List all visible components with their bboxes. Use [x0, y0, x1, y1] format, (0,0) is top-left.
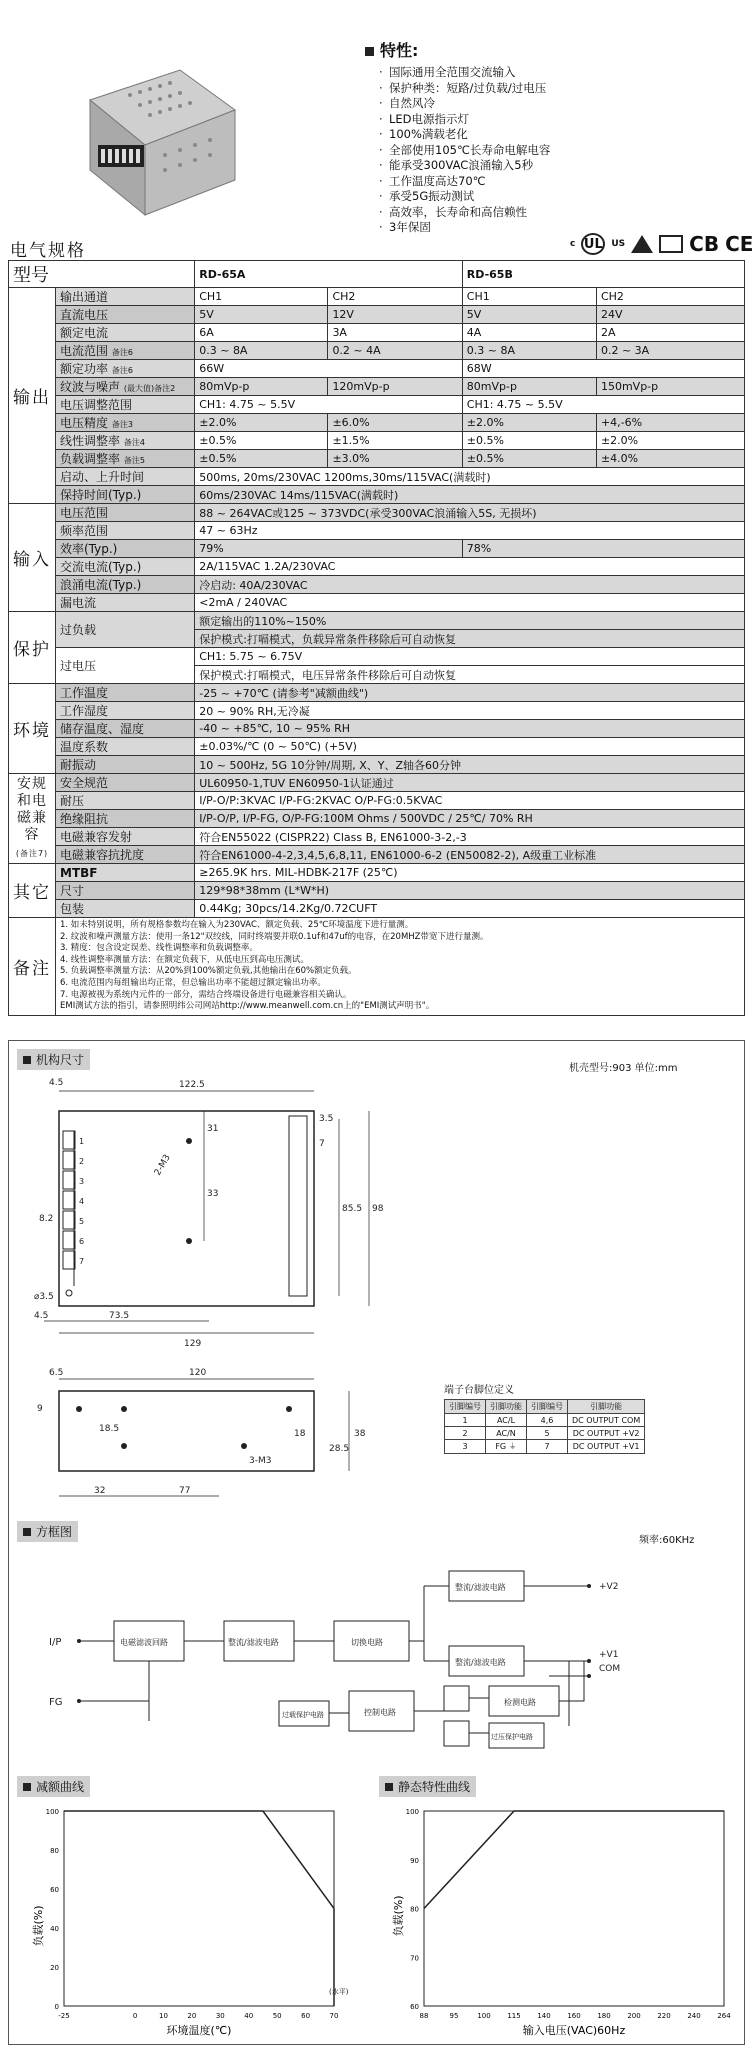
ip-terminal: I/P	[49, 1637, 62, 1648]
cell: 88 ~ 264VAC或125 ~ 373VDC(承受300VAC浪涌输入5S, 无损坏)	[195, 504, 745, 522]
row-label: 频率范围	[56, 522, 195, 540]
y-tick-label: 80	[410, 1905, 419, 1914]
frequency-label: 频率:60KHz	[639, 1535, 695, 1546]
feature-item: · LED电源指示灯	[365, 112, 725, 128]
cell: 12V	[328, 306, 462, 324]
square-bullet-icon	[23, 1528, 31, 1536]
row-label: 电磁兼容发射	[56, 828, 195, 846]
feature-item: · 承受5G振动测试	[365, 189, 725, 205]
static-chart	[384, 1796, 739, 2041]
cell: ±2.0%	[195, 414, 328, 432]
cell: 保护模式:打嗝模式，电压异常条件移除后可自动恢复	[195, 666, 745, 684]
control-block: 控制电路	[364, 1708, 396, 1717]
table-row	[9, 756, 745, 774]
section-title: 电气规格	[10, 241, 86, 261]
cell: ±0.5%	[462, 432, 596, 450]
detect-block: 检测电路	[504, 1698, 536, 1707]
y-tick-label: 80	[50, 1847, 59, 1855]
cell: 4,6	[527, 1414, 568, 1427]
row-label: 安全规范	[56, 774, 195, 792]
x-tick-label: 240	[687, 2012, 701, 2020]
dim-label: 129	[184, 1339, 202, 1349]
row-label: 耐振动	[56, 756, 195, 774]
cell: DC OUTPUT +V2	[568, 1427, 645, 1440]
x-tick-label: 30	[215, 2012, 225, 2020]
svg-text:3: 3	[79, 1177, 85, 1186]
cell: ±4.0%	[596, 450, 744, 468]
notes-cell	[56, 918, 745, 1016]
dim-label: 6.5	[49, 1368, 64, 1378]
note-line: 2. 纹波和噪声测量方法：使用一条12"双绞线，同时终端要并联0.1uf和47uf的电容，在20MHZ带宽下进行量测。	[60, 931, 489, 942]
dim-label: 8.2	[39, 1214, 54, 1224]
feature-item: · 自然风冷	[365, 96, 725, 112]
cell: 79%	[195, 540, 463, 558]
x-tick-label: 70	[329, 2012, 339, 2020]
x-tick-label: 40	[244, 2012, 254, 2020]
model-b: RD-65B	[462, 261, 744, 288]
y-tick-label: 20	[50, 1964, 59, 1972]
cell: 5	[527, 1427, 568, 1440]
dim-label: 9	[37, 1404, 43, 1414]
cell: 冷启动: 40A/230VAC	[195, 576, 745, 594]
dim-label: 4.5	[49, 1078, 64, 1088]
cb-logo: CB	[689, 232, 720, 256]
group-other: 其它	[9, 864, 56, 918]
cell: CH1	[195, 288, 328, 306]
table-row	[9, 684, 745, 702]
drawings-panel	[8, 1040, 745, 2045]
table-row	[9, 864, 745, 882]
note-line: 3. 精度：包含设定误差、线性调整率和负载调整率。	[60, 943, 258, 954]
x-tick-label: 100	[477, 2012, 491, 2020]
table-row	[9, 594, 745, 612]
table-row	[9, 324, 745, 342]
dim-label: 18	[294, 1429, 306, 1439]
square-bullet-icon	[365, 47, 374, 56]
y-axis-label: 负载(%)	[32, 1905, 45, 1947]
row-label: 效率(Typ.)	[56, 540, 195, 558]
dim-label: 2-M3	[152, 1153, 173, 1178]
ul-logo: UL	[581, 233, 605, 255]
v1-terminal: +V1	[599, 1650, 619, 1660]
row-label: 储存温度、湿度	[56, 720, 195, 738]
plot-frame	[64, 1811, 334, 2006]
square-bullet-icon	[23, 1056, 31, 1064]
cell: CH2	[596, 288, 744, 306]
dim-label: 120	[189, 1368, 207, 1378]
row-label: 启动、上升时间	[56, 468, 195, 486]
cell: 80mVp-p	[195, 378, 328, 396]
mech-side-view	[19, 1361, 439, 1511]
terminal-table	[444, 1399, 645, 1454]
feature-item: · 高效率，长寿命和高信赖性	[365, 205, 725, 221]
cell: I/P-O/P:3KVAC I/P-FG:2KVAC O/P-FG:0.5KVAC	[195, 792, 745, 810]
table-row	[445, 1400, 645, 1414]
static-heading: 静态特性曲线	[379, 1776, 476, 1797]
cell: 6A	[195, 324, 328, 342]
cell: ±0.5%	[195, 450, 328, 468]
x-tick-label: 220	[657, 2012, 671, 2020]
x-tick-label: 180	[597, 2012, 611, 2020]
svg-text:6: 6	[79, 1237, 85, 1246]
cell: 4A	[462, 324, 596, 342]
cell: UL60950-1,TUV EN60950-1认证通过	[195, 774, 745, 792]
table-row	[9, 792, 745, 810]
y-tick-label: 100	[405, 1808, 419, 1816]
cell: CH1: 4.75 ~ 5.5V	[462, 396, 744, 414]
v2-terminal: +V2	[599, 1582, 619, 1592]
table-row	[445, 1427, 645, 1440]
plot-frame	[424, 1811, 724, 2006]
y-tick-label: 90	[410, 1856, 419, 1865]
feature-item: · 能承受300VAC浪涌输入5秒	[365, 158, 725, 174]
cell: 0.3 ~ 8A	[195, 342, 328, 360]
cell: 0.3 ~ 8A	[462, 342, 596, 360]
table-row	[9, 558, 745, 576]
table-row	[9, 504, 745, 522]
cell: 0.44Kg; 30pcs/14.2Kg/0.72CUFT	[195, 900, 745, 918]
group-input: 输入	[9, 504, 56, 612]
group-note: 备注	[9, 918, 56, 1016]
row-label: 工作温度	[56, 684, 195, 702]
triangle-cert-icon	[631, 235, 653, 253]
feature-item: · 100%满载老化	[365, 127, 725, 143]
y-tick-label: 70	[410, 1954, 419, 1963]
dim-label: 98	[372, 1204, 384, 1214]
mech-heading: 机构尺寸	[17, 1049, 90, 1070]
row-label: 电流范围 备注6	[56, 342, 195, 360]
fg-terminal: FG	[49, 1697, 63, 1708]
svg-text:1: 1	[79, 1137, 85, 1146]
table-row	[9, 846, 745, 864]
cell: 符合EN61000-4-2,3,4,5,6,8,11, EN61000-6-2 (EN50082-2), A级重工业标准	[195, 846, 745, 864]
cell: 68W	[462, 360, 744, 378]
cell: 引脚功能	[568, 1400, 645, 1414]
us-mark: US	[611, 239, 626, 249]
row-label: 过负载	[56, 612, 195, 648]
cell: AC/L	[486, 1414, 527, 1427]
cell: FG ⏚	[486, 1440, 527, 1454]
cell: -40 ~ +85℃, 10 ~ 95% RH	[195, 720, 745, 738]
row-label: 工作湿度	[56, 702, 195, 720]
table-row	[9, 738, 745, 756]
dim-label: ⌀3.5	[34, 1292, 54, 1302]
y-tick-label: 40	[50, 1925, 59, 1933]
svg-text:4: 4	[79, 1197, 85, 1206]
square-bullet-icon	[23, 1783, 31, 1791]
table-row	[9, 468, 745, 486]
mech-top-view	[19, 1071, 439, 1356]
table-row	[9, 576, 745, 594]
row-label: 浪涌电流(Typ.)	[56, 576, 195, 594]
row-label: 线性调整率 备注4	[56, 432, 195, 450]
cell: -25 ~ +70℃ (请参考"减额曲线")	[195, 684, 745, 702]
row-label: 额定功率 备注6	[56, 360, 195, 378]
model-a: RD-65A	[195, 261, 463, 288]
table-row	[445, 1440, 645, 1454]
y-tick-label: 0	[54, 2003, 59, 2011]
cell: ±0.5%	[195, 432, 328, 450]
certification-logos	[570, 232, 753, 256]
dim-label: 77	[179, 1486, 191, 1496]
row-label: 额定电流	[56, 324, 195, 342]
cell: 24V	[596, 306, 744, 324]
derating-heading: 减额曲线	[17, 1776, 90, 1797]
cell: ±1.5%	[328, 432, 462, 450]
row-label: 直流电压	[56, 306, 195, 324]
dim-label: 3.5	[319, 1114, 334, 1124]
feature-item: · 国际通用全范围交流输入	[365, 65, 725, 81]
table-row	[445, 1414, 645, 1427]
emi-filter-block: 电磁滤波回路	[120, 1638, 168, 1647]
x-tick-label: 88	[419, 2012, 429, 2020]
feature-item: · 工作温度高达70℃	[365, 174, 725, 190]
x-tick-label: 115	[507, 2012, 521, 2020]
table-row	[9, 414, 745, 432]
table-row	[9, 288, 745, 306]
dim-label: 32	[94, 1486, 106, 1496]
dim-label: 122.5	[179, 1080, 205, 1090]
table-row	[9, 342, 745, 360]
x-tick-label: 50	[272, 2012, 282, 2020]
cell: 保护模式:打嗝模式，负载异常条件移除后可自动恢复	[195, 630, 745, 648]
cell: 80mVp-p	[462, 378, 596, 396]
x-tick-label: 10	[159, 2012, 168, 2020]
cell: 60ms/230VAC 14ms/115VAC(满载时)	[195, 486, 745, 504]
cell: 引脚编号	[445, 1400, 486, 1414]
row-label: MTBF	[56, 864, 195, 882]
row-label: 漏电流	[56, 594, 195, 612]
cell: 150mVp-p	[596, 378, 744, 396]
cell: 3	[445, 1440, 486, 1454]
x-tick-label: -25	[58, 2012, 70, 2020]
row-label: 保持时间(Typ.)	[56, 486, 195, 504]
cell: 5V	[195, 306, 328, 324]
cell: 20 ~ 90% RH,无冷凝	[195, 702, 745, 720]
cell: ≥265.9K hrs. MIL-HDBK-217F (25℃)	[195, 864, 745, 882]
rectifier-block: 整流/滤波电路	[228, 1638, 279, 1647]
cell: ±3.0%	[328, 450, 462, 468]
static-series-line	[424, 1811, 724, 1909]
cell: 5V	[462, 306, 596, 324]
ce-logo: CE	[725, 232, 753, 256]
note-line: 4. 线性调整率测量方法：在额定负载下，从低电压到高电压测试。	[60, 954, 309, 965]
derating-chart	[24, 1796, 364, 2041]
cell: 47 ~ 63Hz	[195, 522, 745, 540]
spec-table	[8, 260, 745, 1016]
cell: CH2	[328, 288, 462, 306]
cell: 符合EN55022 (CISPR22) Class B, EN61000-3-2,-3	[195, 828, 745, 846]
table-row	[9, 396, 745, 414]
cell: CH1: 5.75 ~ 6.75V	[195, 648, 745, 666]
dim-label: 28.5	[329, 1444, 350, 1454]
x-unit-label: (水平)	[329, 1988, 349, 1996]
y-tick-label: 60	[410, 2003, 419, 2011]
note-line: EMI测试方法的指引，请参照明纬公司网站http://www.meanwell.com.cn上的"EMI测试声明书"。	[60, 1001, 435, 1012]
row-label: 电压调整范围	[56, 396, 195, 414]
x-tick-label: 200	[627, 2012, 641, 2020]
row-label: 温度系数	[56, 738, 195, 756]
block-diagram	[29, 1541, 729, 1751]
cell: 66W	[195, 360, 463, 378]
cell: CH1	[462, 288, 596, 306]
tuv-box-icon	[659, 235, 683, 253]
svg-text:5: 5	[79, 1217, 85, 1226]
row-label: 耐压	[56, 792, 195, 810]
row-label: 尺寸	[56, 882, 195, 900]
cell: 额定输出的110%~150%	[195, 612, 745, 630]
table-row	[9, 522, 745, 540]
group-output: 输出	[9, 288, 56, 504]
feature-item: · 3年保固	[365, 220, 725, 236]
x-tick-label: 20	[187, 2012, 197, 2020]
dim-label: 85.5	[342, 1204, 363, 1214]
row-label: 电压精度 备注3	[56, 414, 195, 432]
table-row	[9, 702, 745, 720]
cell: +4,-6%	[596, 414, 744, 432]
table-header-row	[9, 261, 745, 288]
cell: 78%	[462, 540, 744, 558]
cell: AC/N	[486, 1427, 527, 1440]
row-label: 包装	[56, 900, 195, 918]
note-line: 5. 负载调整率测量方法：从20%到100%额定负载,其他输出在60%额定负载。	[60, 966, 357, 977]
square-bullet-icon	[385, 1783, 393, 1791]
table-row	[9, 486, 745, 504]
features-title: 特性:	[365, 38, 725, 61]
cell: DC OUTPUT +V1	[568, 1440, 645, 1454]
rectifier-v1-block: 整流/滤波电路	[455, 1658, 506, 1667]
table-row	[9, 612, 745, 630]
x-tick-label: 160	[567, 2012, 581, 2020]
cell: <2mA / 240VAC	[195, 594, 745, 612]
row-label: 电压范围	[56, 504, 195, 522]
note-line: 6. 电流范围内每组输出均正常，但总输出功率不能超过额定输出功率。	[60, 977, 326, 988]
cell: 2	[445, 1427, 486, 1440]
svg-text:7: 7	[79, 1257, 85, 1266]
cell: 1	[445, 1414, 486, 1427]
model-label: 型号	[9, 261, 195, 288]
row-label: 输出通道	[56, 288, 195, 306]
switching-block: 切换电路	[351, 1638, 383, 1647]
derating-series-line	[64, 1811, 334, 2006]
notes-row	[9, 918, 745, 1016]
table-row	[9, 774, 745, 792]
c-mark: c	[570, 239, 576, 249]
dim-label: 3-M3	[249, 1456, 272, 1466]
terminal-title: 端子台脚位定义	[444, 1385, 514, 1396]
feature-item: · 保护种类：短路/过负载/过电压	[365, 81, 725, 97]
table-row	[9, 540, 745, 558]
table-row	[9, 900, 745, 918]
svg-text:2: 2	[79, 1157, 85, 1166]
cell: 7	[527, 1440, 568, 1454]
cell: ±0.03%/℃ (0 ~ 50℃) (+5V)	[195, 738, 745, 756]
table-row	[9, 720, 745, 738]
dim-label: 73.5	[109, 1311, 130, 1321]
row-label: 交流电流(Typ.)	[56, 558, 195, 576]
cell: 2A/115VAC 1.2A/230VAC	[195, 558, 745, 576]
cell: 500ms, 20ms/230VAC 1200ms,30ms/115VAC(满载时)	[195, 468, 745, 486]
table-row	[9, 450, 745, 468]
com-terminal: COM	[599, 1664, 621, 1674]
dim-label: 7	[319, 1139, 325, 1149]
row-label: 过电压	[56, 648, 195, 684]
cell: 10 ~ 500Hz, 5G 10分钟/周期, X、Y、Z轴各60分钟	[195, 756, 745, 774]
note-line: 1. 如未特别说明，所有规格参数均在输入为230VAC、额定负载、25℃环境温度下进行量测。	[60, 920, 414, 930]
y-axis-label: 负载(%)	[392, 1895, 405, 1937]
cell: 120mVp-p	[328, 378, 462, 396]
table-row	[9, 648, 745, 666]
cell: ±0.5%	[462, 450, 596, 468]
x-tick-label: 264	[717, 2012, 731, 2020]
cell: 引脚功能	[486, 1400, 527, 1414]
x-tick-label: 95	[449, 2012, 459, 2020]
table-row	[9, 810, 745, 828]
table-row	[9, 882, 745, 900]
dim-label: 4.5	[34, 1311, 49, 1321]
product-photo	[70, 60, 240, 225]
row-label: 电磁兼容抗扰度	[56, 846, 195, 864]
table-row	[9, 360, 745, 378]
ovp-block: 过压保护电路	[491, 1733, 533, 1741]
table-row	[9, 828, 745, 846]
feature-item: · 全部使用105℃长寿命电解电容	[365, 143, 725, 159]
x-tick-label: 140	[537, 2012, 551, 2020]
dim-label: 33	[207, 1189, 219, 1199]
x-axis-label: 环境温度(℃)	[166, 2024, 232, 2037]
cell: ±6.0%	[328, 414, 462, 432]
dim-label: 18.5	[99, 1424, 120, 1434]
cell: 0.2 ~ 4A	[328, 342, 462, 360]
dim-label: 31	[207, 1124, 219, 1134]
y-tick-label: 100	[45, 1808, 59, 1816]
note-line: 7. 电源被视为系统内元件的一部分，需结合终端设备进行电磁兼容相关确认。	[60, 989, 352, 1000]
case-label: 机壳型号:903 单位:mm	[569, 1063, 678, 1074]
features-list	[365, 38, 725, 236]
table-row	[9, 432, 745, 450]
olp-block: 过载保护电路	[282, 1711, 324, 1719]
cell: 引脚编号	[527, 1400, 568, 1414]
x-axis-label: 输入电压(VAC)60Hz	[522, 2024, 626, 2037]
cell: I/P-O/P, I/P-FG, O/P-FG:100M Ohms / 500VDC / 25℃/ 70% RH	[195, 810, 745, 828]
group-protection: 保护	[9, 612, 56, 684]
row-label: 绝缘阻抗	[56, 810, 195, 828]
x-tick-label: 0	[132, 2012, 138, 2020]
table-row	[9, 306, 745, 324]
cell: 2A	[596, 324, 744, 342]
rectifier-v2-block: 整流/滤波电路	[455, 1583, 506, 1592]
cell: CH1: 4.75 ~ 5.5V	[195, 396, 463, 414]
row-label: 纹波与噪声 (最大值)备注2	[56, 378, 195, 396]
cell: 0.2 ~ 3A	[596, 342, 744, 360]
cell: 129*98*38mm (L*W*H)	[195, 882, 745, 900]
cell: 3A	[328, 324, 462, 342]
group-safety: 安规和电磁兼容 (备注7)	[9, 774, 56, 864]
group-environment: 环境	[9, 684, 56, 774]
cell: ±2.0%	[462, 414, 596, 432]
block-heading: 方框图	[17, 1521, 78, 1542]
dim-label: 38	[354, 1429, 366, 1439]
y-tick-label: 60	[50, 1886, 59, 1894]
table-row	[9, 378, 745, 396]
cell: ±2.0%	[596, 432, 744, 450]
row-label: 负载调整率 备注5	[56, 450, 195, 468]
cell: DC OUTPUT COM	[568, 1414, 645, 1427]
x-tick-label: 60	[301, 2012, 311, 2020]
